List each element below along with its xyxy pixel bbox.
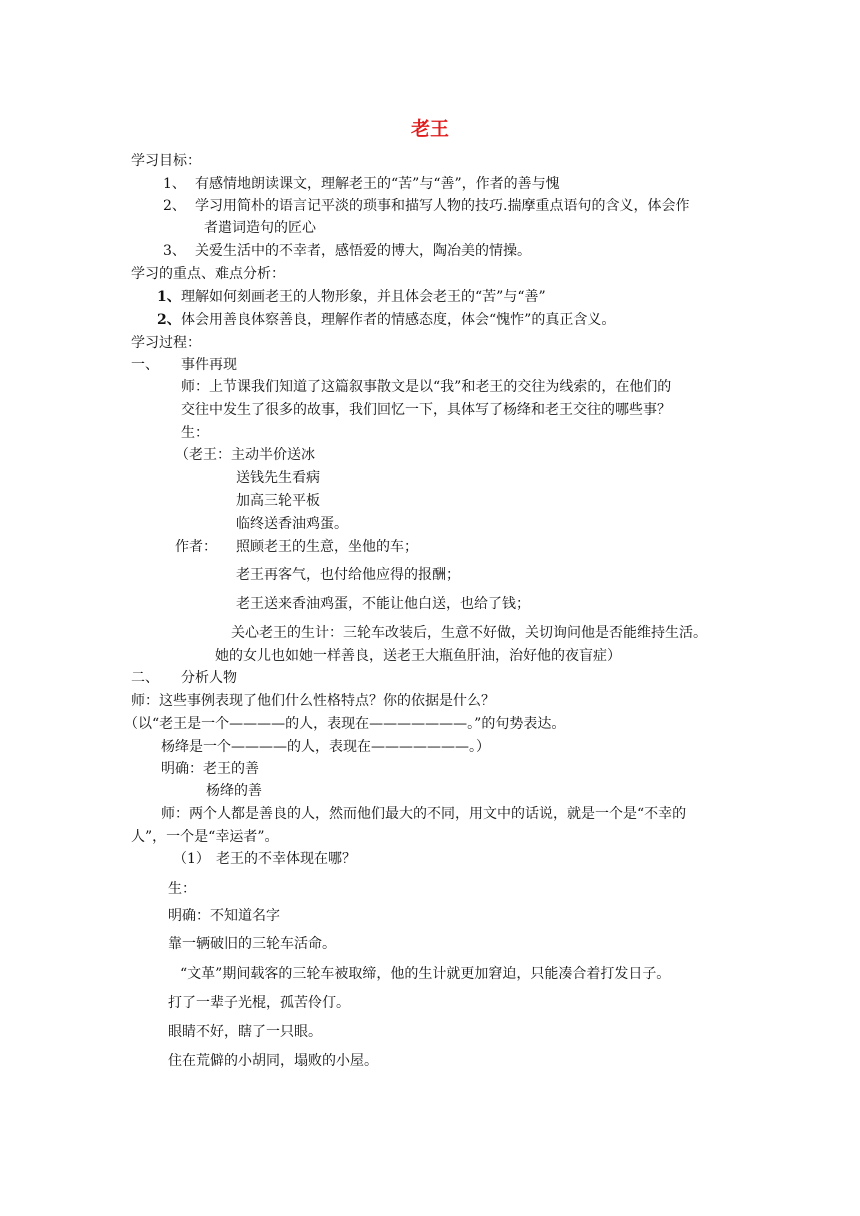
goal-item [163, 197, 689, 215]
goal-item [163, 175, 560, 193]
keypoint-item [157, 311, 615, 329]
section-heading [131, 356, 237, 374]
sub-question-text: 老王的不幸体现在哪？ [216, 851, 356, 867]
goals-heading: 学习目标： [131, 153, 201, 169]
clarify-line: 杨绛的善 [206, 783, 262, 799]
clarify-line: 明确：不知道名字 [168, 908, 280, 924]
section-title: 事件再现 [181, 357, 237, 373]
student-line: 生： [168, 881, 196, 897]
goal-number: 1、 [163, 176, 186, 192]
section-number: 二、 [131, 670, 159, 686]
sub-question [173, 850, 356, 868]
keypoint-number: 1、 [157, 289, 181, 305]
care-line: 她的女儿也如她一样善良，送老王大瓶鱼肝油，治好他的夜盲症） [215, 648, 621, 664]
keypoint-text: 理解如何刻画老王的人物形象，并且体会老王的“苦”与“善” [181, 289, 546, 305]
detail-line: 打了一辈子光棍，孤苦伶仃。 [168, 995, 350, 1011]
answer-pattern: （以“老王是一个————的人，表现在———————。”的句势表达。 [124, 716, 566, 732]
goal-number: 2、 [163, 198, 186, 214]
goal-text: 关爱生活中的不幸者，感悟爱的博大，陶冶美的情操。 [195, 243, 531, 259]
laowang-line [175, 446, 315, 464]
laowang-item: 加高三轮平板 [236, 493, 320, 509]
clarify-line: 明确：老王的善 [161, 761, 259, 777]
section-heading [131, 669, 237, 687]
goal-text-continued: 者遣词造句的匠心 [204, 220, 316, 236]
laowang-item: 临终送香油鸡蛋。 [236, 516, 348, 532]
teacher-line: 师：上节课我们知道了这篇叙事散文是以“我”和老王的交往为线索的，在他们的 [181, 379, 672, 395]
sub-question-number: （1） [173, 851, 210, 867]
keypoint-text: 体会用善良体察善良，理解作者的情感态度，体会“愧怍”的真正含义。 [181, 312, 616, 328]
keypoints-heading: 学习的重点、难点分析： [131, 266, 285, 282]
process-heading: 学习过程： [131, 335, 201, 351]
care-line: 关心老王的生计：三轮车改装后，生意不好做，关切询问他是否能维持生活。 [231, 625, 707, 641]
detail-line: 眼睛不好，瞎了一只眼。 [168, 1024, 322, 1040]
laowang-item: 主动半价送冰 [231, 447, 315, 463]
document-title: 老王 [410, 118, 449, 140]
detail-line: “文革”期间载客的三轮车被取缔，他的生计就更加窘迫，只能凑合着打发日子。 [180, 966, 671, 982]
teacher-question: 师：这些事例表现了他们什么性格特点？你的依据是什么？ [131, 693, 495, 709]
teacher-line: 人”，一个是“幸运者”。 [131, 829, 279, 845]
student-line: 生： [181, 425, 209, 441]
detail-line: 住在荒僻的小胡同，塌败的小屋。 [168, 1053, 378, 1069]
section-title: 分析人物 [181, 670, 237, 686]
goal-number: 3、 [163, 243, 186, 259]
teacher-line: 交往中发生了很多的故事，我们回忆一下，具体写了杨绛和老王交往的哪些事？ [181, 402, 671, 418]
author-item: 老王再客气，也付给他应得的报酬； [236, 567, 460, 583]
author-item: 照顾老王的生意，坐他的车； [236, 539, 418, 555]
author-item: 老王送来香油鸡蛋，不能让他白送，也给了钱； [236, 596, 530, 612]
goal-text: 学习用简朴的语言记平淡的琐事和描写人物的技巧.揣摩重点语句的含义，体会作 [195, 198, 690, 214]
laowang-label: （老王： [175, 447, 231, 463]
teacher-line: 师：两个人都是善良的人，然而他们最大的不同，用文中的话说，就是一个是“不幸的 [161, 806, 687, 822]
goal-item [163, 242, 531, 260]
keypoint-item [157, 288, 546, 306]
section-number: 一、 [131, 357, 159, 373]
laowang-item: 送钱先生看病 [236, 470, 320, 486]
author-label: 作者： [175, 539, 217, 555]
keypoint-number: 2、 [157, 312, 181, 328]
detail-line: 靠一辆破旧的三轮车活命。 [168, 936, 336, 952]
answer-pattern: 杨绛是一个————的人，表现在———————。） [161, 739, 490, 755]
goal-text: 有感情地朗读课文，理解老王的“苦”与“善”，作者的善与愧 [195, 176, 560, 192]
